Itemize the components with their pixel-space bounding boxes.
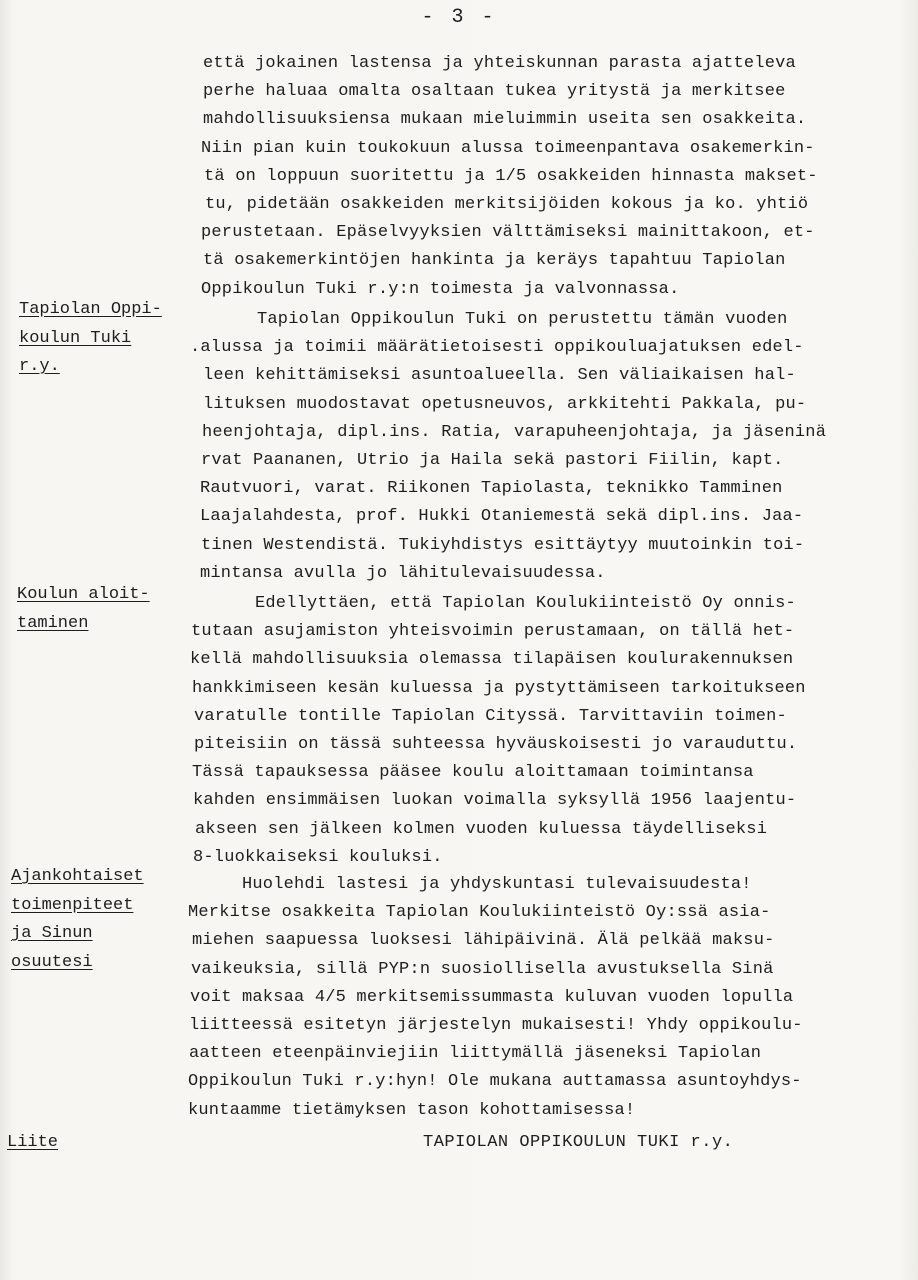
text-line: kahden ensimmäisen luokan voimalla syksyllä 1956 laajentu- bbox=[193, 791, 797, 811]
margin-note-line: Koulun aloit- bbox=[17, 585, 150, 604]
text-line: tä on loppuun suoritettu ja 1/5 osakkeiden hinnasta makset- bbox=[204, 166, 818, 186]
margin-note-line: osuutesi bbox=[11, 952, 93, 972]
text-line: hankkimiseen kesän kuluessa ja pystyttämiseen tarkoitukseen bbox=[192, 678, 806, 698]
text-line: 8-luokkaiseksi kouluksi. bbox=[193, 847, 443, 867]
margin-note-line: taminen bbox=[17, 613, 89, 633]
text-line: perustetaan. Epäselvyyksien välttämiseksi mainittakoon, et- bbox=[201, 223, 815, 243]
signature: TAPIOLAN OPPIKOULUN TUKI r.y. bbox=[423, 1133, 734, 1152]
text-line: mahdollisuuksiensa mukaan mieluimmin useita sen osakkeita. bbox=[203, 110, 807, 130]
text-line: rvat Paananen, Utrio ja Haila sekä pastori Fiilin, kapt. bbox=[201, 451, 784, 470]
text-line: tä osakemerkintöjen hankinta ja keräys tapahtuu Tapiolan bbox=[203, 251, 786, 271]
text-line: heenjohtaja, dipl.ins. Ratia, varapuheenjohtaja, ja jäseninä bbox=[202, 422, 827, 442]
text-line: vaikeuksia, sillä PYP:n suosiollisella avustuksella Sinä bbox=[191, 959, 774, 979]
text-line: Laajalahdesta, prof. Hukki Otaniemestä sekä dipl.ins. Jaa- bbox=[200, 507, 804, 527]
margin-note-line: r.y. bbox=[19, 357, 60, 376]
text-line: varatulle tontille Tapiolan Cityssä. Tarvittaviin toimen- bbox=[194, 706, 787, 726]
text-line: Rautvuori, varat. Riikonen Tapiolasta, teknikko Tamminen bbox=[200, 479, 783, 499]
text-line: Merkitse osakkeita Tapiolan Koulukiinteistö Oy:ssä asia- bbox=[188, 903, 771, 923]
margin-note-line: ja Sinun bbox=[11, 924, 93, 943]
text-line: lituksen muodostavat opetusneuvos, arkkitehti Pakkala, pu- bbox=[203, 394, 807, 414]
text-line: perhe haluaa omalta osaltaan tukea yritystä ja merkitsee bbox=[203, 82, 786, 102]
text-line: mintansa avulla jo lähitulevaisuudessa. bbox=[200, 563, 606, 583]
text-line: Edellyttäen, että Tapiolan Koulukiinteistö Oy onnis- bbox=[255, 594, 796, 613]
text-line: .alussa ja toimii määrätietoisesti oppikouluajatuksen edel- bbox=[190, 338, 804, 358]
margin-note-line: Tapiolan Oppi- bbox=[19, 300, 162, 319]
text-line: tu, pidetään osakkeiden merkitsijöiden kokous ja ko. yhtiö bbox=[205, 195, 809, 214]
text-line: aatteen eteenpäinviejiin liittymällä jäseneksi Tapiolan bbox=[189, 1044, 762, 1064]
margin-note-line: Ajankohtaiset bbox=[11, 867, 144, 886]
margin-note-line: Liite bbox=[7, 1133, 59, 1152]
text-line: Niin pian kuin toukokuun alussa toimeenpantava osakemerkin- bbox=[201, 138, 815, 158]
text-line: Tässä tapauksessa pääsee koulu aloittamaan toimintansa bbox=[192, 763, 754, 783]
text-line: kuntaamme tietämyksen tason kohottamisessa! bbox=[188, 1100, 636, 1120]
text-line: miehen saapuessa luoksesi lähipäivinä. Älä pelkää maksu- bbox=[192, 931, 775, 951]
text-line: leen kehittämiseksi asuntoalueella. Sen väliaikaisen hal- bbox=[203, 366, 796, 386]
text-line: Huolehdi lastesi ja yhdyskuntasi tulevaisuudesta! bbox=[242, 875, 752, 894]
text-line: tutaan asujamiston yhteisvoimin perustamaan, on tällä het- bbox=[191, 622, 795, 642]
text-line: että jokainen lastensa ja yhteiskunnan parasta ajatteleva bbox=[203, 54, 796, 73]
margin-note-line: toimenpiteet bbox=[11, 895, 134, 915]
text-line: voit maksaa 4/5 merkitsemissummasta kuluvan vuoden lopulla bbox=[190, 987, 794, 1007]
text-line: piteisiin on tässä suhteessa hyväuskoisesti jo varauduttu. bbox=[194, 735, 798, 754]
text-line: liitteessä esitetyn järjestelyn mukaisesti! Yhdy oppikoulu- bbox=[189, 1016, 803, 1035]
text-line: akseen sen jälkeen kolmen vuoden kuluessa täydelliseksi bbox=[195, 819, 768, 839]
text-line: kellä mahdollisuuksia olemassa tilapäisen koulurakennuksen bbox=[190, 650, 794, 670]
text-line: tinen Westendistä. Tukiyhdistys esittäytyy muutoinkin toi- bbox=[201, 535, 805, 555]
text-line: Oppikoulun Tuki r.y:n toimesta ja valvonnassa. bbox=[201, 279, 680, 299]
text-line: Tapiolan Oppikoulun Tuki on perustettu tämän vuoden bbox=[257, 310, 788, 329]
page-number: - 3 - bbox=[421, 6, 497, 29]
text-line: Oppikoulun Tuki r.y:hyn! Ole mukana auttamassa asuntoyhdys- bbox=[188, 1072, 802, 1092]
margin-note-line: koulun Tuki bbox=[19, 328, 132, 348]
